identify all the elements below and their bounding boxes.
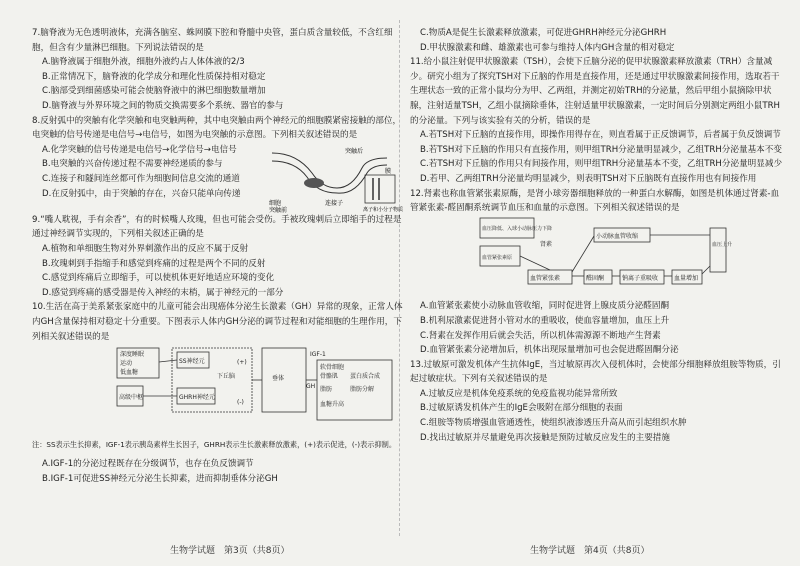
question-7 [32,26,408,114]
electrical-synapse-figure [267,143,407,213]
fig10-box4: GHRH神经元 [179,394,215,402]
q9-option-a: A.植物和单细胞生物对外界刺激作出的反应不属于反射 [42,243,249,254]
q10-option-c: C.物质A是促生长激素释放激素，可促进GHRH神经元分泌GHRH [420,28,667,38]
q8-options [32,143,267,213]
q7-option-c: C.脑部受到细菌感染可能会使脑脊液中的淋巴细胞数量增加 [42,86,266,97]
question-8 [32,114,408,213]
q10-option-a: A.IGF-1的分泌过程既存在分级调节，也存在负反馈调节 [42,459,254,470]
q11-stem: 11.给小鼠注射促甲状腺激素（TSH），会使下丘脑分泌的促甲状腺激素释放激素（TRH）含量减少。研究小组为了探究TSH对下丘脑的作用是直接作用，还是通过甲状腺激素间接作用，选取若干生理状态一致的正常小鼠均分为甲、乙两组，并测定初始TRH的分泌量，然后甲组小鼠摘除甲状腺，注射适量TSH，乙组小鼠摘除垂体，注射适量甲状腺激素，一定时间后分别测定两组小鼠TRH的分泌量。下列与该实验有关的分析，错误的是 [410,57,781,126]
q11-option-c: C.若TSH对下丘脑的作用只有间接作用，则甲组TRH分泌量基本不变，乙组TRH分泌量明显减少 [420,159,783,170]
q9-stem: 9.“嘴人耽视，手有余香”，有的时候嘴人玫瑰，但也可能会受伤。手被玫瑰刺后立即缩手的过程是通过神经调节实现的，下列相关叙述正确的是 [32,214,402,240]
arrow-stimuli-ss [159,360,177,362]
q8-option-b: B.电突触的兴奋传递过程不需要神经递质的参与 [42,159,223,170]
fig8-label-mem: 膜 [385,167,392,175]
q7-option-d: D.脑脊液与外界环境之间的物质交换需要多个系统、器官的参与 [42,100,284,111]
fig10-box6: 垂体 [272,375,285,383]
fig8-label-top: 突触后 [345,147,364,155]
node-bp-up [710,228,726,272]
question-10 [32,300,408,486]
q7-stem: 7.脑脊液为无色透明液体，充满各脑室、蛛网膜下腔和脊髓中央管，蛋白质含量较低，不含红细胞，但含有少量淋巴细胞。下列说法错误的是 [32,28,393,53]
fig8-label-connexon: 连接子 [325,199,344,207]
q12-stem: 12.肾素也称血管紧张素原酶，是肾小球旁器细胞释放的一种蛋白水解酶，如图是机体通过肾素-血管紧张素-醛固酮系统调节血压和血量的示意图。下列相关叙述错误的是 [410,188,780,214]
q8-body [32,143,408,213]
q9-option-c: C.感觉到疼痛后立即缩手，可以使机体更好地适应环境的变化 [42,273,275,284]
q11-option-a: A.若TSH对下丘脑的直接作用，即操作用得存在，则直看属于正反馈调节，后者属于负反馈调节 [420,130,781,141]
left-column [32,26,408,486]
fig12-n2: 血管紧张素原 [482,254,513,261]
fig10-box1b: 运动 [120,360,133,368]
fig10-box9: 骨骼肌 [320,373,339,381]
q8-option-c: C.连接子和隧间连丝都可作为细胞间信息交流的通道 [42,173,240,184]
q13-option-c: C.组胺等物质增强血管通透性，使组织液渗透压升高从而引起组织水肿 [420,418,687,429]
footer-page-3: 生物学试题 第3页（共8页） [170,546,290,556]
fig12-n3: 肾素 [540,240,553,248]
fig10-box8: 软骨细胞 [320,364,345,372]
arrow-vol-bp [702,266,710,274]
fig12-n6: 醛固酮 [586,274,605,282]
q10-option-b: B.IGF-1可促进SS神经元分泌生长抑素，进而抑制垂体分泌GH [42,473,278,484]
q11-option-b: B.若TSH对下丘脑的作用只有直接作用，则甲组TRH分泌量明显减少，乙组TRH分泌量基本不变 [420,144,782,155]
fig12-n5: 小动脉血管收缩 [596,232,639,240]
fig10-box13: 血糖升高 [320,401,345,409]
question-9 [32,213,408,301]
q7-option-a: A.脑脊液属于细胞外液，细胞外液约占人体体液的2/3 [42,57,245,68]
footer-page-4: 生物学试题 第4页（共8页） [530,546,650,556]
arrow-ago-ang [520,256,550,270]
arrow-ang-vaso [572,236,594,272]
q7-option-b: B.正常情况下，脑脊液的化学成分和理化性质保持相对稳定 [42,71,266,82]
fig10-box1: 深度睡眠 [120,351,145,359]
raas-figure [410,216,780,294]
gh-regulation-figure [32,344,402,426]
question-11 [410,55,786,186]
connexon-detail-box [365,175,395,203]
q9-option-b: B.玫瑰刺到手指缩手和感觉到疼痛的过程是两个不同的反射 [42,258,266,269]
fig12-n8: 血量增加 [674,274,699,282]
fig10-minus: (-) [237,399,244,407]
fig10-box5: 下丘脑 [217,373,236,381]
q13-option-d: D.找出过敏原并尽量避免再次接触是预防过敏反应发生的主要措施 [420,432,670,443]
synapse-junction [304,178,324,188]
q9-option-d: D.感觉到疼痛的感受器是传入神经的末梢，属于神经元的一部分 [42,287,284,298]
q8-stem: 8.反射弧中的突触有化学突触和电突触两种，其中电突触由两个神经元的细胞膜紧密接触的部位，电突触的信号传递是电信号→电信号，如图为电突触的示意图。下列相关叙述错误的是 [32,115,402,141]
q13-stem: 13.过敏原可激发机体产生抗体IgE，当过敏原再次入侵机体时，会使部分细胞释放组胺等物质，引起过敏症状。下列有关叙述错误的是 [410,359,781,385]
q12-option-d: D.血管紧张素分泌增加后，机体出现尿量增加可也会促进醛固酮分泌 [420,345,679,356]
fig10-box7: IGF-1 [310,351,326,359]
fig10-box3: SS神经元 [179,358,205,366]
q8-option-a: A.化学突触的信号传递是电信号→化学信号→电信号 [42,144,237,155]
neuron-pre-membrane-inner [272,161,337,193]
fig10-gh: GH [306,383,316,391]
fig12-n1: 血压降低、入球小动脉压力下降 [482,225,553,232]
fig12-n9: 血压上升 [712,241,733,248]
fig12-n7: 钠离子重吸收 [622,274,659,282]
q13-option-a: A.过敏反应是机体免疫系统的免疫监视功能异常所致 [420,388,618,399]
q12-option-c: C.肾素在发挥作用后就会失活，所以机体需源源不断地产生肾素 [420,330,661,341]
q8-option-d: D.在反射弧中，由于突触的存在，兴奋只能单向传递 [42,188,241,199]
fig10-plus: (+) [237,359,247,367]
fig10-box2: 高级中枢 [119,394,144,402]
fig8-label-cytoplasm: 细胞 [269,199,282,207]
q12-option-a: A.血管紧张素使小动脉血管收缩，同时促进肾上腺皮质分泌醛固酮 [420,301,670,312]
q11-option-d: D.若甲、乙两组TRH分泌量均明显减少，则表明TSH对下丘脑既有直接作用也有间接作用 [420,173,757,184]
question-13 [410,358,786,446]
q10-stem: 10.生活在高于美系紧张家庭中的儿童可能会出现癌体分泌生长激素（GH）异常的现象，正常人体内GH含量保持相对稳定十分重要。下图表示人体内GH分泌的调节过程和对能细胞的生理作用，下列相关叙述错误的是 [32,302,403,342]
q13-option-b: B.过敏原诱发机体产生的IgE会吸附在部分细胞的表面 [420,403,623,414]
fig8-label-vesicle: 突触前 [269,206,288,213]
fig10-box10: 蛋白质合成 [350,373,381,381]
fig10-box1c: 低血糖 [120,369,139,377]
q10-option-d: D.甲状腺激素和雌、雄激素也可参与维持人体内GH含量的相对稳定 [420,42,675,53]
fig12-n4: 血管紧张素 [530,274,561,282]
right-column [410,26,786,445]
fig8-label-channel: 离子和小分子物质 [363,206,404,213]
question-12 [410,187,786,358]
q10-note: 注：SS表示生长抑素，IGF-1表示胰岛素样生长因子，GHRH表示生长激素释放激素，(+)表示促进，(-)表示抑制。 [32,439,397,449]
q12-option-b: B.机利尿激素促进肾小管对水的重吸收，使血容量增加，血压上升 [420,315,670,326]
fig10-box11: 脂肪 [320,386,333,394]
fig10-box12: 脂肪分解 [350,386,375,394]
